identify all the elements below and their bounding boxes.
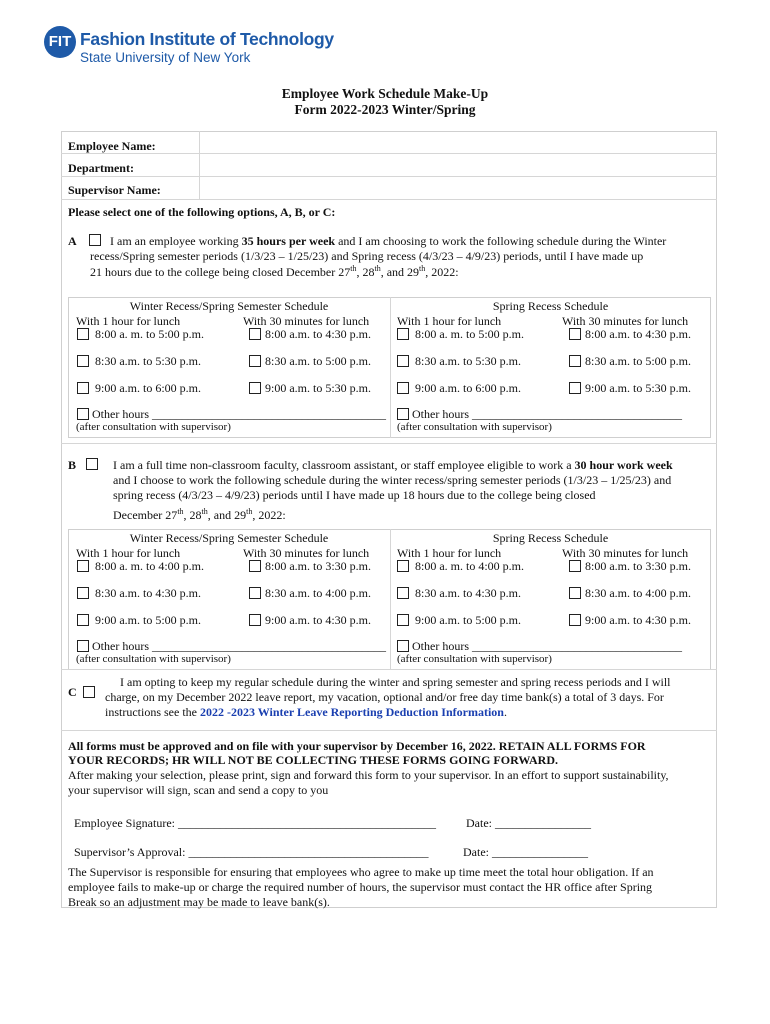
form-title-line1: Employee Work Schedule Make-Up	[281, 86, 489, 101]
schedule-b-other-hours[interactable]: Other hours _______________________________________	[92, 639, 386, 653]
schedule-b-option: 8:30 a.m. to 4:00 p.m.	[585, 586, 691, 600]
supervisor-date-line[interactable]: Date: ________________	[463, 845, 588, 859]
option-c-text-line2: charge, on my December 2022 leave report, my vacation, optional and/or free day time bank(s) a total of 3 days. For	[105, 690, 664, 704]
schedule-a-checkbox[interactable]	[77, 355, 89, 367]
schedule-a-option: 8:30 a.m. to 5:30 p.m.	[95, 354, 201, 368]
option-c-checkbox[interactable]	[83, 686, 95, 698]
schedule-a-option: 9:00 a.m. to 6:00 p.m.	[415, 381, 521, 395]
schedule-divider	[390, 529, 391, 670]
option-a-checkbox[interactable]	[89, 234, 101, 246]
schedule-b-checkbox[interactable]	[569, 614, 581, 626]
schedule-b-other-hours[interactable]: Other hours ___________________________________	[412, 639, 682, 653]
employee-name-field[interactable]	[206, 139, 711, 153]
schedule-a-option: 8:30 a.m. to 5:00 p.m.	[265, 354, 371, 368]
schedule-a-option: 8:30 a.m. to 5:30 p.m.	[415, 354, 521, 368]
schedule-b-other-checkbox[interactable]	[77, 640, 89, 652]
schedule-a-left-title: Winter Recess/Spring Semester Schedule	[129, 299, 329, 313]
department-field[interactable]	[206, 161, 711, 175]
row-divider	[61, 153, 717, 154]
consult-note: (after consultation with supervisor)	[397, 653, 552, 665]
leave-deduction-link[interactable]: 2022 -2023 Winter Leave Reporting Deduction Information	[199, 705, 504, 719]
schedule-b-checkbox[interactable]	[397, 587, 409, 599]
fit-logo-mark: FIT	[44, 26, 76, 58]
notice-bold-line2: YOUR RECORDS; HR WILL NOT BE COLLECTING THESE FORMS GOING FORWARD.	[68, 753, 558, 767]
schedule-a-left-col2-header: With 30 minutes for lunch	[243, 314, 370, 328]
logo-university-name: State University of New York	[80, 50, 251, 65]
consult-note: (after consultation with supervisor)	[76, 421, 231, 433]
schedule-b-checkbox[interactable]	[569, 587, 581, 599]
option-a-text-line1: I am an employee working 35 hours per week and I am choosing to work the following schedule during the Winter	[110, 234, 667, 248]
schedule-divider	[390, 297, 391, 438]
row-divider	[61, 199, 717, 200]
schedule-a-other-hours[interactable]: Other hours _______________________________________	[92, 407, 386, 421]
schedule-a-right-title: Spring Recess Schedule	[492, 299, 609, 313]
schedule-b-left-title: Winter Recess/Spring Semester Schedule	[129, 531, 329, 545]
schedule-a-checkbox[interactable]	[397, 382, 409, 394]
schedule-a-option: 9:00 a.m. to 5:30 p.m.	[585, 381, 691, 395]
notice-bold-line1: All forms must be approved and on file with your supervisor by December 16, 2022. RETAIN ALL FORMS FOR	[68, 739, 646, 753]
schedule-b-checkbox[interactable]	[249, 614, 261, 626]
row-divider	[61, 176, 717, 177]
footer-line3: Break so an adjustment may be made to leave bank(s).	[68, 895, 330, 909]
schedule-a-other-hours[interactable]: Other hours ___________________________________	[412, 407, 682, 421]
schedule-a-option: 8:00 a.m. to 4:30 p.m.	[265, 327, 371, 341]
schedule-b-option: 9:00 a.m. to 4:30 p.m.	[265, 613, 371, 627]
schedule-a-checkbox[interactable]	[397, 355, 409, 367]
schedule-a-option: 8:00 a. m. to 5:00 p.m.	[415, 327, 524, 341]
schedule-b-left-col1-header: With 1 hour for lunch	[76, 546, 181, 560]
schedule-b-option: 8:00 a.m. to 3:30 p.m.	[585, 559, 691, 573]
schedule-b-checkbox[interactable]	[77, 614, 89, 626]
employee-name-label: Employee Name:	[68, 139, 156, 153]
employee-signature-line[interactable]: Employee Signature: ___________________________________________	[74, 816, 436, 830]
schedule-b-checkbox[interactable]	[397, 614, 409, 626]
schedule-b-option: 8:30 a.m. to 4:00 p.m.	[265, 586, 371, 600]
schedule-b-checkbox[interactable]	[249, 587, 261, 599]
option-a-text-line2: recess/Spring semester periods (1/3/23 – 1/25/23) and Spring recess (4/3/23 – 4/9/23) periods, until I have made up	[90, 249, 644, 263]
schedule-b-option: 9:00 a.m. to 5:00 p.m.	[415, 613, 521, 627]
schedule-b-right-col1-header: With 1 hour for lunch	[397, 546, 502, 560]
schedule-b-checkbox[interactable]	[77, 587, 89, 599]
footer-line1: The Supervisor is responsible for ensuring that employees who agree to make up time meet the total hour obligation. If an	[68, 865, 654, 879]
schedule-b-option: 9:00 a.m. to 4:30 p.m.	[585, 613, 691, 627]
option-b-checkbox[interactable]	[86, 458, 98, 470]
schedule-a-checkbox[interactable]	[569, 382, 581, 394]
schedule-a-option: 8:00 a. m. to 5:00 p.m.	[95, 327, 204, 341]
schedule-a-checkbox[interactable]	[77, 328, 89, 340]
schedule-a-right-col1-header: With 1 hour for lunch	[397, 314, 502, 328]
field-divider	[199, 131, 200, 199]
schedule-b-right-col2-header: With 30 minutes for lunch	[562, 546, 689, 560]
option-c-text-line3: instructions see the 2022 -2023 Winter Leave Reporting Deduction Information.	[105, 705, 507, 719]
consult-note: (after consultation with supervisor)	[397, 421, 552, 433]
schedule-a-checkbox[interactable]	[569, 355, 581, 367]
schedule-a-option: 9:00 a.m. to 5:30 p.m.	[265, 381, 371, 395]
section-divider	[61, 669, 717, 670]
footer-line2: employee fails to make-up or charge the required number of hours, the supervisor must contact the HR office after Spring	[68, 880, 653, 894]
schedule-a-checkbox[interactable]	[249, 382, 261, 394]
schedule-a-other-checkbox[interactable]	[77, 408, 89, 420]
option-c-letter: C	[68, 685, 77, 699]
schedule-a-checkbox[interactable]	[249, 355, 261, 367]
employee-date-line[interactable]: Date: ________________	[466, 816, 591, 830]
schedule-b-option: 8:00 a. m. to 4:00 p.m.	[95, 559, 204, 573]
schedule-b-left-col2-header: With 30 minutes for lunch	[243, 546, 370, 560]
schedule-b-option: 8:00 a.m. to 3:30 p.m.	[265, 559, 371, 573]
option-a-text-line3: 21 hours due to the college being closed December 27th, 28th, and 29th, 2022:	[90, 264, 459, 279]
section-divider	[61, 443, 717, 444]
schedule-a-checkbox[interactable]	[569, 328, 581, 340]
option-b-text-line4: December 27th, 28th, and 29th, 2022:	[113, 507, 286, 522]
instruction-text: Please select one of the following options, A, B, or C:	[68, 205, 336, 219]
schedule-b-checkbox[interactable]	[397, 560, 409, 572]
schedule-b-option: 9:00 a.m. to 5:00 p.m.	[95, 613, 201, 627]
schedule-a-option: 9:00 a.m. to 6:00 p.m.	[95, 381, 201, 395]
option-b-text-line3: spring recess (4/3/23 – 4/9/23) periods until I have made up 18 hours due to the college being closed	[113, 488, 596, 502]
schedule-a-other-checkbox[interactable]	[397, 408, 409, 420]
logo-institution-name: Fashion Institute of Technology	[80, 29, 334, 49]
schedule-b-checkbox[interactable]	[569, 560, 581, 572]
option-a-letter: A	[68, 234, 77, 248]
notice-text-line2: your supervisor will sign, scan and send a copy to you	[68, 783, 329, 797]
form-title-line2: Form 2022-2023 Winter/Spring	[294, 102, 476, 117]
schedule-b-option: 8:30 a.m. to 4:30 p.m.	[415, 586, 521, 600]
option-b-text-line2: and I choose to work the following schedule during the winter recess/spring semester periods (1/3/23 – 1/25/23) and	[113, 473, 672, 487]
schedule-b-option: 8:00 a. m. to 4:00 p.m.	[415, 559, 524, 573]
schedule-a-option: 8:00 a.m. to 4:30 p.m.	[585, 327, 691, 341]
schedule-b-option: 8:30 a.m. to 4:30 p.m.	[95, 586, 201, 600]
option-c-text-line1: I am opting to keep my regular schedule during the winter and spring semester and spring recess periods and I will	[120, 675, 671, 689]
schedule-a-checkbox[interactable]	[397, 328, 409, 340]
schedule-a-checkbox[interactable]	[77, 382, 89, 394]
supervisor-name-field[interactable]	[206, 183, 711, 197]
schedule-b-checkbox[interactable]	[249, 560, 261, 572]
supervisor-name-label: Supervisor Name:	[68, 183, 161, 197]
schedule-a-option: 8:30 a.m. to 5:00 p.m.	[585, 354, 691, 368]
option-b-letter: B	[68, 458, 77, 472]
section-divider	[61, 730, 717, 731]
schedule-a-checkbox[interactable]	[249, 328, 261, 340]
option-b-text-line1: I am a full time non-classroom faculty, classroom assistant, or staff employee eligible to work a 30 hour work week	[113, 458, 673, 472]
schedule-b-checkbox[interactable]	[77, 560, 89, 572]
schedule-a-left-col1-header: With 1 hour for lunch	[76, 314, 181, 328]
schedule-a-right-col2-header: With 30 minutes for lunch	[562, 314, 689, 328]
schedule-b-other-checkbox[interactable]	[397, 640, 409, 652]
schedule-b-right-title: Spring Recess Schedule	[492, 531, 609, 545]
supervisor-approval-line[interactable]: Supervisor’s Approval: ________________________________________	[74, 845, 429, 859]
department-label: Department:	[68, 161, 134, 175]
consult-note: (after consultation with supervisor)	[76, 653, 231, 665]
notice-text-line1: After making your selection, please print, sign and forward this form to your supervisor. In an effort to support sustainability,	[68, 768, 669, 782]
